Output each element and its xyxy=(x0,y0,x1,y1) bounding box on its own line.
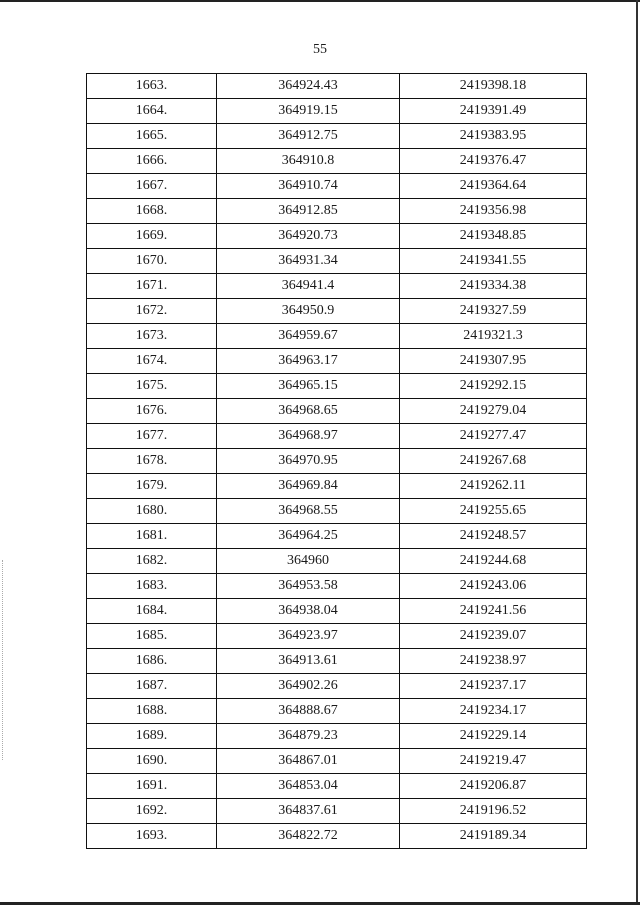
table-row xyxy=(87,124,587,149)
table-row xyxy=(87,824,587,849)
left-edge-marks xyxy=(2,560,4,760)
y-coordinate-cell: 2419229.14 xyxy=(400,724,587,749)
point-number-cell: 1668. xyxy=(87,199,217,224)
point-number-cell: 1672. xyxy=(87,299,217,324)
y-coordinate-cell: 2419364.64 xyxy=(400,174,587,199)
top-edge-line xyxy=(0,0,640,2)
point-number-cell: 1689. xyxy=(87,724,217,749)
point-number-cell: 1671. xyxy=(87,274,217,299)
x-coordinate-cell: 364938.04 xyxy=(217,599,400,624)
x-coordinate-cell: 364912.75 xyxy=(217,124,400,149)
x-coordinate-cell: 364970.95 xyxy=(217,449,400,474)
y-coordinate-cell: 2419241.56 xyxy=(400,599,587,624)
x-coordinate-cell: 364959.67 xyxy=(217,324,400,349)
y-coordinate-cell: 2419244.68 xyxy=(400,549,587,574)
x-coordinate-cell: 364910.8 xyxy=(217,149,400,174)
coordinates-table xyxy=(86,73,587,849)
table-row xyxy=(87,474,587,499)
y-coordinate-cell: 2419238.97 xyxy=(400,649,587,674)
x-coordinate-cell: 364920.73 xyxy=(217,224,400,249)
x-coordinate-cell: 364919.15 xyxy=(217,99,400,124)
x-coordinate-cell: 364963.17 xyxy=(217,349,400,374)
y-coordinate-cell: 2419334.38 xyxy=(400,274,587,299)
x-coordinate-cell: 364837.61 xyxy=(217,799,400,824)
x-coordinate-cell: 364968.65 xyxy=(217,399,400,424)
x-coordinate-cell: 364950.9 xyxy=(217,299,400,324)
y-coordinate-cell: 2419243.06 xyxy=(400,574,587,599)
x-coordinate-cell: 364968.55 xyxy=(217,499,400,524)
table-row xyxy=(87,749,587,774)
y-coordinate-cell: 2419292.15 xyxy=(400,374,587,399)
x-coordinate-cell: 364888.67 xyxy=(217,699,400,724)
table-row xyxy=(87,374,587,399)
y-coordinate-cell: 2419206.87 xyxy=(400,774,587,799)
y-coordinate-cell: 2419398.18 xyxy=(400,74,587,99)
x-coordinate-cell: 364953.58 xyxy=(217,574,400,599)
y-coordinate-cell: 2419196.52 xyxy=(400,799,587,824)
y-coordinate-cell: 2419277.47 xyxy=(400,424,587,449)
point-number-cell: 1669. xyxy=(87,224,217,249)
point-number-cell: 1677. xyxy=(87,424,217,449)
x-coordinate-cell: 364902.26 xyxy=(217,674,400,699)
point-number-cell: 1680. xyxy=(87,499,217,524)
point-number-cell: 1693. xyxy=(87,824,217,849)
y-coordinate-cell: 2419248.57 xyxy=(400,524,587,549)
table-row xyxy=(87,299,587,324)
table-row xyxy=(87,199,587,224)
y-coordinate-cell: 2419341.55 xyxy=(400,249,587,274)
y-coordinate-cell: 2419237.17 xyxy=(400,674,587,699)
x-coordinate-cell: 364968.97 xyxy=(217,424,400,449)
y-coordinate-cell: 2419356.98 xyxy=(400,199,587,224)
table-row xyxy=(87,274,587,299)
x-coordinate-cell: 364964.25 xyxy=(217,524,400,549)
x-coordinate-cell: 364867.01 xyxy=(217,749,400,774)
point-number-cell: 1679. xyxy=(87,474,217,499)
table-row xyxy=(87,774,587,799)
x-coordinate-cell: 364969.84 xyxy=(217,474,400,499)
table-row xyxy=(87,249,587,274)
point-number-cell: 1666. xyxy=(87,149,217,174)
x-coordinate-cell: 364912.85 xyxy=(217,199,400,224)
x-coordinate-cell: 364941.4 xyxy=(217,274,400,299)
x-coordinate-cell: 364910.74 xyxy=(217,174,400,199)
x-coordinate-cell: 364913.61 xyxy=(217,649,400,674)
point-number-cell: 1683. xyxy=(87,574,217,599)
point-number-cell: 1664. xyxy=(87,99,217,124)
x-coordinate-cell: 364931.34 xyxy=(217,249,400,274)
table-row xyxy=(87,624,587,649)
y-coordinate-cell: 2419279.04 xyxy=(400,399,587,424)
table-row xyxy=(87,599,587,624)
y-coordinate-cell: 2419267.68 xyxy=(400,449,587,474)
point-number-cell: 1685. xyxy=(87,624,217,649)
table-row xyxy=(87,499,587,524)
table-row xyxy=(87,324,587,349)
point-number-cell: 1682. xyxy=(87,549,217,574)
x-coordinate-cell: 364924.43 xyxy=(217,74,400,99)
table-row xyxy=(87,349,587,374)
table-row xyxy=(87,424,587,449)
y-coordinate-cell: 2419234.17 xyxy=(400,699,587,724)
point-number-cell: 1665. xyxy=(87,124,217,149)
point-number-cell: 1688. xyxy=(87,699,217,724)
y-coordinate-cell: 2419219.47 xyxy=(400,749,587,774)
point-number-cell: 1690. xyxy=(87,749,217,774)
table-row xyxy=(87,549,587,574)
y-coordinate-cell: 2419383.95 xyxy=(400,124,587,149)
y-coordinate-cell: 2419239.07 xyxy=(400,624,587,649)
table-row xyxy=(87,724,587,749)
x-coordinate-cell: 364923.97 xyxy=(217,624,400,649)
table-row xyxy=(87,224,587,249)
table-row xyxy=(87,674,587,699)
point-number-cell: 1673. xyxy=(87,324,217,349)
x-coordinate-cell: 364960 xyxy=(217,549,400,574)
point-number-cell: 1692. xyxy=(87,799,217,824)
table-row xyxy=(87,74,587,99)
y-coordinate-cell: 2419307.95 xyxy=(400,349,587,374)
x-coordinate-cell: 364822.72 xyxy=(217,824,400,849)
point-number-cell: 1674. xyxy=(87,349,217,374)
point-number-cell: 1687. xyxy=(87,674,217,699)
table-row xyxy=(87,149,587,174)
table-row xyxy=(87,449,587,474)
right-edge-line xyxy=(636,0,638,905)
table-row xyxy=(87,574,587,599)
point-number-cell: 1670. xyxy=(87,249,217,274)
y-coordinate-cell: 2419327.59 xyxy=(400,299,587,324)
point-number-cell: 1676. xyxy=(87,399,217,424)
x-coordinate-cell: 364879.23 xyxy=(217,724,400,749)
y-coordinate-cell: 2419391.49 xyxy=(400,99,587,124)
point-number-cell: 1663. xyxy=(87,74,217,99)
page-number: 55 xyxy=(313,42,327,57)
coordinates-table-body xyxy=(87,74,587,849)
point-number-cell: 1691. xyxy=(87,774,217,799)
table-row xyxy=(87,174,587,199)
table-row xyxy=(87,649,587,674)
y-coordinate-cell: 2419262.11 xyxy=(400,474,587,499)
point-number-cell: 1675. xyxy=(87,374,217,399)
table-row xyxy=(87,524,587,549)
table-row xyxy=(87,799,587,824)
y-coordinate-cell: 2419376.47 xyxy=(400,149,587,174)
table-row xyxy=(87,699,587,724)
table-row xyxy=(87,399,587,424)
point-number-cell: 1681. xyxy=(87,524,217,549)
point-number-cell: 1678. xyxy=(87,449,217,474)
point-number-cell: 1684. xyxy=(87,599,217,624)
x-coordinate-cell: 364853.04 xyxy=(217,774,400,799)
x-coordinate-cell: 364965.15 xyxy=(217,374,400,399)
table-row xyxy=(87,99,587,124)
y-coordinate-cell: 2419255.65 xyxy=(400,499,587,524)
point-number-cell: 1686. xyxy=(87,649,217,674)
y-coordinate-cell: 2419348.85 xyxy=(400,224,587,249)
y-coordinate-cell: 2419321.3 xyxy=(400,324,587,349)
point-number-cell: 1667. xyxy=(87,174,217,199)
y-coordinate-cell: 2419189.34 xyxy=(400,824,587,849)
